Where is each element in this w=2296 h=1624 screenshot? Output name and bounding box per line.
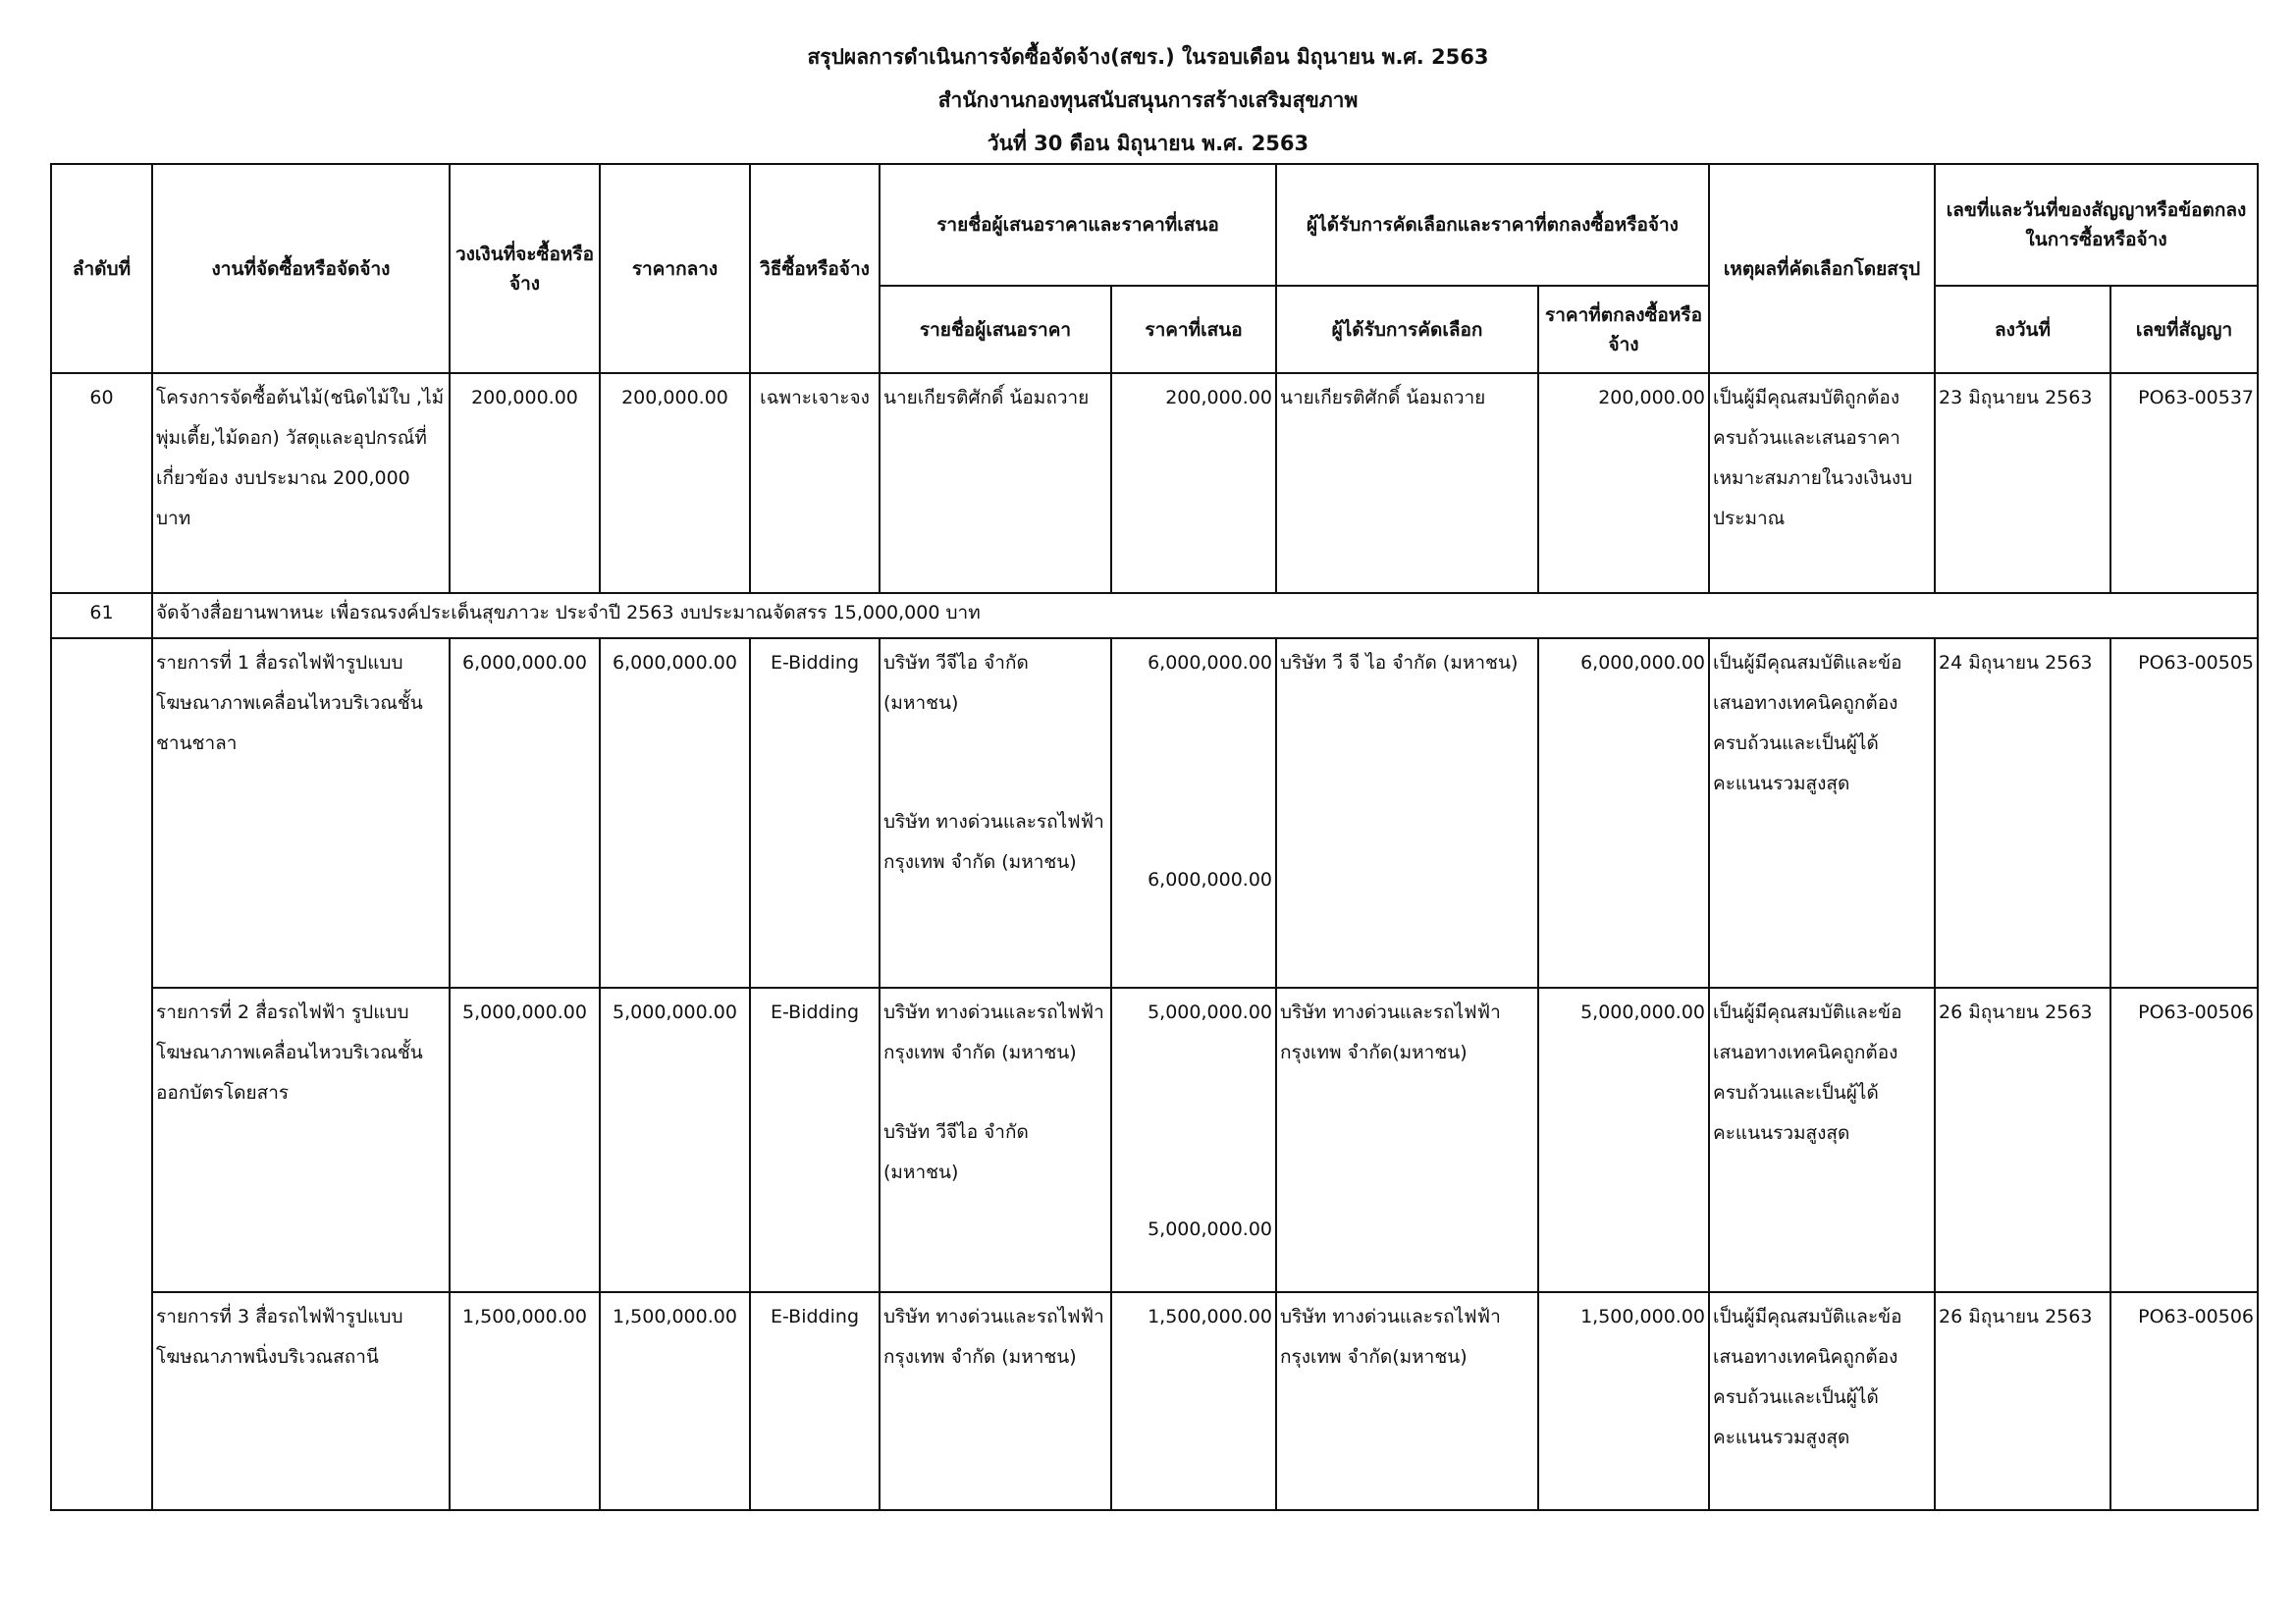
header-contract-group: เลขที่และวันที่ของสัญญาหรือข้อตกลงในการซื้อหรือจ้าง	[1935, 164, 2258, 286]
header-no: ลำดับที่	[51, 164, 152, 373]
table-row	[51, 638, 2258, 988]
row-median: 200,000.00	[600, 373, 750, 593]
table-row	[51, 593, 2258, 638]
item-budget: 6,000,000.00	[450, 638, 600, 988]
item-reason: เป็นผู้มีคุณสมบัติและข้อเสนอทางเทคนิคถูกต้องครบถ้วนและเป็นผู้ได้คะแนนรวมสูงสุด	[1709, 1292, 1935, 1510]
row-method: เฉพาะเจาะจง	[750, 373, 880, 593]
document-titles	[0, 35, 2296, 165]
item-offer-prices	[1111, 988, 1276, 1292]
row-work: โครงการจัดซื้อต้นไม้(ชนิดไม้ใบ ,ไม้พุ่มเตี้ย,ไม้ดอก) วัสดุและอุปกรณ์ที่เกี่ยวข้อง งบประมาณ 200,000 บาท	[152, 373, 450, 593]
table-row	[51, 373, 2258, 593]
offer-name: บริษัท ทางด่วนและรถไฟฟ้ากรุงเทพ จำกัด (มหาชน)	[883, 811, 1104, 873]
header-work: งานที่จัดซื้อหรือจัดจ้าง	[152, 164, 450, 373]
item-method: E-Bidding	[750, 988, 880, 1292]
offer-price: 6,000,000.00	[1148, 869, 1272, 891]
offer-price: 5,000,000.00	[1148, 1218, 1272, 1240]
item-winner-price: 5,000,000.00	[1538, 988, 1709, 1292]
item-offer-price: 1,500,000.00	[1111, 1292, 1276, 1510]
item-contract-no: PO63-00505	[2110, 638, 2258, 988]
item-winner-price: 1,500,000.00	[1538, 1292, 1709, 1510]
header-winner-group: ผู้ได้รับการคัดเลือกและราคาที่ตกลงซื้อหรือจ้าง	[1276, 164, 1709, 286]
row-offer-name: นายเกียรติศักดิ์ น้อมถวาย	[880, 373, 1111, 593]
item-winner-name: บริษัท ทางด่วนและรถไฟฟ้ากรุงเทพ จำกัด(มหาชน)	[1276, 988, 1538, 1292]
table-row	[51, 1292, 2258, 1510]
row-contract-date: 23 มิถุนายน 2563	[1935, 373, 2110, 593]
item-offer-prices	[1111, 638, 1276, 988]
item-work: รายการที่ 2 สื่อรถไฟฟ้า รูปแบบโฆษณาภาพเคลื่อนไหวบริเวณชั้นออกบัตรโดยสาร	[152, 988, 450, 1292]
header-offers-group: รายชื่อผู้เสนอราคาและราคาที่เสนอ	[880, 164, 1276, 286]
item-offer-names	[880, 988, 1111, 1292]
item-offer-names	[880, 638, 1111, 988]
row-no: 61	[51, 593, 152, 638]
header-median: ราคากลาง	[600, 164, 750, 373]
procurement-table	[50, 163, 2259, 1511]
item-median: 6,000,000.00	[600, 638, 750, 988]
title-line-3: วันที่ 30 ดือน มิถุนายน พ.ศ. 2563	[987, 132, 1309, 155]
item-contract-date: 24 มิถุนายน 2563	[1935, 638, 2110, 988]
item-winner-name: บริษัท ทางด่วนและรถไฟฟ้ากรุงเทพ จำกัด(มหาชน)	[1276, 1292, 1538, 1510]
row-winner-price: 200,000.00	[1538, 373, 1709, 593]
row-reason: เป็นผู้มีคุณสมบัติถูกต้องครบถ้วนและเสนอราคาเหมาะสมภายในวงเงินงบประมาณ	[1709, 373, 1935, 593]
item-reason: เป็นผู้มีคุณสมบัติและข้อเสนอทางเทคนิคถูกต้องครบถ้วนและเป็นผู้ได้คะแนนรวมสูงสุด	[1709, 988, 1935, 1292]
item-work: รายการที่ 1 สื่อรถไฟฟ้ารูปแบบโฆษณาภาพเคลื่อนไหวบริเวณชั้นชานชาลา	[152, 638, 450, 988]
offer-price: 5,000,000.00	[1148, 1001, 1272, 1023]
header-contract-no: เลขที่สัญญา	[2110, 286, 2258, 373]
row-offer-price: 200,000.00	[1111, 373, 1276, 593]
header-offer-name: รายชื่อผู้เสนอราคา	[880, 286, 1111, 373]
header-winner-price: ราคาที่ตกลงซื้อหรือจ้าง	[1538, 286, 1709, 373]
offer-name: บริษัท ทางด่วนและรถไฟฟ้ากรุงเทพ จำกัด (มหาชน)	[883, 1001, 1104, 1063]
item-contract-no: PO63-00506	[2110, 988, 2258, 1292]
item-contract-date: 26 มิถุนายน 2563	[1935, 988, 2110, 1292]
row-contract-no: PO63-00537	[2110, 373, 2258, 593]
row-no-empty	[51, 638, 152, 1510]
item-winner-price: 6,000,000.00	[1538, 638, 1709, 988]
row-no: 60	[51, 373, 152, 593]
item-offer-name: บริษัท ทางด่วนและรถไฟฟ้ากรุงเทพ จำกัด (มหาชน)	[880, 1292, 1111, 1510]
title-line-1: สรุปผลการดำเนินการจัดซื้อจัดจ้าง(สขร.) ในรอบเดือน มิถุนายน พ.ศ. 2563	[807, 45, 1489, 69]
row-budget: 200,000.00	[450, 373, 600, 593]
item-method: E-Bidding	[750, 1292, 880, 1510]
title-line-2: สำนักงานกองทุนสนับสนุนการสร้างเสริมสุขภาพ	[937, 88, 1359, 112]
offer-name: บริษัท วีจีไอ จำกัด (มหาชน)	[883, 652, 1029, 714]
header-method: วิธีซื้อหรือจ้าง	[750, 164, 880, 373]
item-median: 5,000,000.00	[600, 988, 750, 1292]
header-winner-name: ผู้ได้รับการคัดเลือก	[1276, 286, 1538, 373]
item-contract-no: PO63-00506	[2110, 1292, 2258, 1510]
item-budget: 1,500,000.00	[450, 1292, 600, 1510]
item-budget: 5,000,000.00	[450, 988, 600, 1292]
header-offer-price: ราคาที่เสนอ	[1111, 286, 1276, 373]
offer-name: บริษัท วีจีไอ จำกัด (มหาชน)	[883, 1121, 1029, 1183]
offer-price: 6,000,000.00	[1148, 652, 1272, 674]
item-method: E-Bidding	[750, 638, 880, 988]
table-row	[51, 988, 2258, 1292]
row-work-group: จัดจ้างสื่อยานพาหนะ เพื่อรณรงค์ประเด็นสุขภาวะ ประจำปี 2563 งบประมาณจัดสรร 15,000,000 บาท	[152, 593, 2258, 638]
item-reason: เป็นผู้มีคุณสมบัติและข้อเสนอทางเทคนิคถูกต้องครบถ้วนและเป็นผู้ได้คะแนนรวมสูงสุด	[1709, 638, 1935, 988]
item-work: รายการที่ 3 สื่อรถไฟฟ้ารูปแบบโฆษณาภาพนิ่งบริเวณสถานี	[152, 1292, 450, 1510]
item-median: 1,500,000.00	[600, 1292, 750, 1510]
item-winner-name: บริษัท วี จี ไอ จำกัด (มหาชน)	[1276, 638, 1538, 988]
header-contract-date: ลงวันที่	[1935, 286, 2110, 373]
header-reason: เหตุผลที่คัดเลือกโดยสรุป	[1709, 164, 1935, 373]
item-contract-date: 26 มิถุนายน 2563	[1935, 1292, 2110, 1510]
header-budget: วงเงินที่จะซื้อหรือจ้าง	[450, 164, 600, 373]
row-winner-name: นายเกียรติศักดิ์ น้อมถวาย	[1276, 373, 1538, 593]
